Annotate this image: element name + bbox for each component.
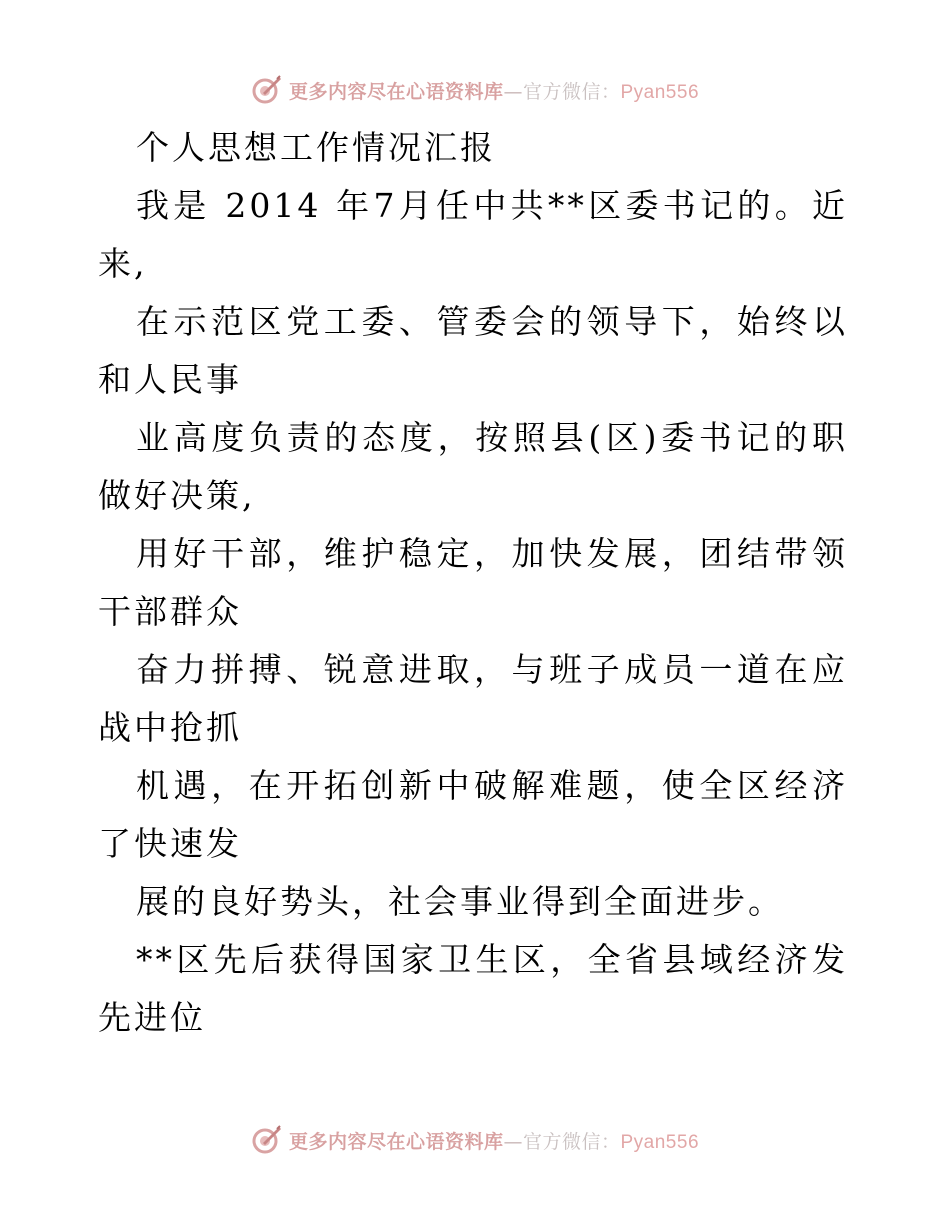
paragraph-line: **区先后获得国家卫生区，全省县域经济发 [136,940,848,979]
paragraph-line: 来, [98,244,148,283]
quill-logo-icon [251,74,283,106]
header-watermark [0,72,950,108]
paragraph-line: 我是 2014 年7月任中共**区委书记的。近 [136,186,848,225]
paragraph-line: 在示范区党工委、管委会的领导下，始终以 [136,302,848,341]
watermark-text: 更多内容尽在心语资料库—官方微信：Pyan556 [288,80,700,103]
paragraph-line: 战中抢抓 [98,708,242,747]
footer-watermark [0,1122,950,1158]
paragraph-line: 先进位 [98,998,206,1037]
document-title: 个人思想工作情况汇报 [136,128,496,167]
document-body [98,119,858,1047]
paragraph-line: 用好干部，维护稳定，加快发展，团结带领 [136,534,848,573]
paragraph-line: 展的良好势头，社会事业得到全面进步。 [136,882,784,921]
paragraph-line: 干部群众 [98,592,242,631]
paragraph-line: 和人民事 [98,360,242,399]
paragraph-line: 了快速发 [98,824,242,863]
paragraph-line: 做好决策, [98,476,256,515]
paragraph-line: 奋力拼搏、锐意进取，与班子成员一道在应 [136,650,848,689]
watermark-text: 更多内容尽在心语资料库—官方微信：Pyan556 [288,1130,700,1153]
quill-logo-icon [251,1124,283,1156]
paragraph-line: 业高度负责的态度，按照县(区)委书记的职 [136,418,848,457]
paragraph-line: 机遇，在开拓创新中破解难题，使全区经济 [136,766,848,805]
